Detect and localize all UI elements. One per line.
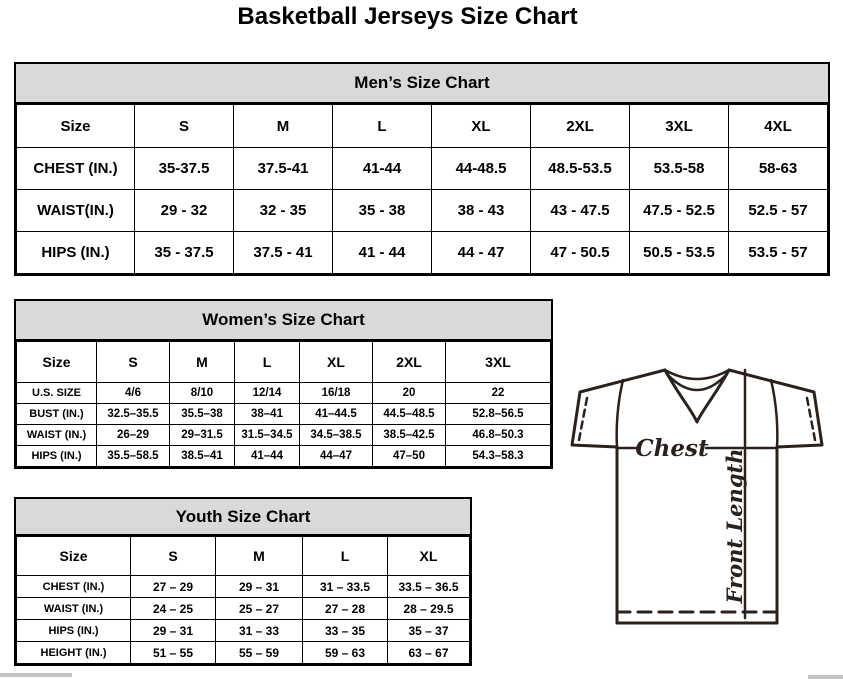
header-row: [17, 105, 828, 148]
size-value: 35 - 37.5: [135, 232, 234, 274]
size-value: 24 – 25: [131, 598, 216, 620]
mens-size-chart-title: Men’s Size Chart: [16, 64, 828, 104]
row-label: HIPS (IN.): [17, 620, 131, 642]
table-row: [17, 620, 470, 642]
size-value: 53.5-58: [630, 148, 729, 190]
column-header: M: [234, 105, 333, 148]
size-value: 27 – 28: [303, 598, 388, 620]
chest-label: Chest: [635, 435, 709, 462]
size-value: 52.5 - 57: [729, 190, 828, 232]
row-label: HIPS (IN.): [17, 232, 135, 274]
column-header: S: [135, 105, 234, 148]
size-value: 38.5–41: [170, 446, 235, 467]
mens-size-table: [16, 104, 828, 274]
column-header: Size: [17, 105, 135, 148]
header-row: [17, 537, 470, 576]
size-value: 48.5-53.5: [531, 148, 630, 190]
size-value: 16/18: [300, 383, 373, 404]
size-value: 37.5-41: [234, 148, 333, 190]
table-row: [17, 598, 470, 620]
row-label: HIPS (IN.): [17, 446, 97, 467]
size-value: 47 - 50.5: [531, 232, 630, 274]
column-header: 4XL: [729, 105, 828, 148]
column-header: XL: [300, 342, 373, 383]
size-value: 32.5–35.5: [97, 404, 170, 425]
header-row: [17, 342, 551, 383]
table-row: [17, 446, 551, 467]
size-value: 8/10: [170, 383, 235, 404]
column-header: L: [333, 105, 432, 148]
size-value: 35.5–38: [170, 404, 235, 425]
column-header: 2XL: [531, 105, 630, 148]
row-label: CHEST (IN.): [17, 148, 135, 190]
size-value: 29–31.5: [170, 425, 235, 446]
column-header: 2XL: [373, 342, 446, 383]
column-header: Size: [17, 537, 131, 576]
size-value: 41–44: [235, 446, 300, 467]
size-value: 35 - 38: [333, 190, 432, 232]
row-label: WAIST(IN.): [17, 190, 135, 232]
womens-size-chart: [14, 299, 553, 469]
table-row: [17, 425, 551, 446]
jersey-cuff-dashed-right: [807, 398, 815, 440]
size-value: 50.5 - 53.5: [630, 232, 729, 274]
table-row: [17, 642, 470, 664]
size-value: 55 – 59: [216, 642, 303, 664]
size-value: 28 – 29.5: [388, 598, 470, 620]
size-value: 34.5–38.5: [300, 425, 373, 446]
column-header: M: [216, 537, 303, 576]
size-value: 33 – 35: [303, 620, 388, 642]
size-value: 53.5 - 57: [729, 232, 828, 274]
size-value: 29 - 32: [135, 190, 234, 232]
table-row: [17, 148, 828, 190]
size-value: 35-37.5: [135, 148, 234, 190]
size-value: 32 - 35: [234, 190, 333, 232]
column-header: L: [303, 537, 388, 576]
youth-size-chart: [14, 497, 472, 666]
column-header: M: [170, 342, 235, 383]
size-value: 47.5 - 52.5: [630, 190, 729, 232]
table-row: [17, 576, 470, 598]
jersey-cuff-dashed-left: [579, 398, 587, 440]
size-value: 43 - 47.5: [531, 190, 630, 232]
size-value: 63 – 67: [388, 642, 470, 664]
table-row: [17, 383, 551, 404]
size-value: 54.3–58.3: [446, 446, 551, 467]
womens-size-table: [16, 341, 551, 467]
row-label: U.S. SIZE: [17, 383, 97, 404]
size-value: 31 – 33.5: [303, 576, 388, 598]
size-value: 38 - 43: [432, 190, 531, 232]
horizontal-scrollbar-right-piece[interactable]: [808, 675, 843, 679]
table-row: [17, 190, 828, 232]
size-value: 41-44: [333, 148, 432, 190]
size-value: 33.5 – 36.5: [388, 576, 470, 598]
womens-size-chart-title: Women’s Size Chart: [16, 301, 551, 341]
size-value: 25 – 27: [216, 598, 303, 620]
column-header: L: [235, 342, 300, 383]
youth-size-table: [16, 536, 470, 664]
size-value: 35.5–58.5: [97, 446, 170, 467]
size-value: 47–50: [373, 446, 446, 467]
size-value: 22: [446, 383, 551, 404]
jersey-collar-band1: [665, 370, 729, 379]
row-label: BUST (IN.): [17, 404, 97, 425]
size-value: 35 – 37: [388, 620, 470, 642]
column-header: XL: [388, 537, 470, 576]
size-value: 44 - 47: [432, 232, 531, 274]
size-value: 46.8–50.3: [446, 425, 551, 446]
table-row: [17, 232, 828, 274]
size-value: 38–41: [235, 404, 300, 425]
column-header: Size: [17, 342, 97, 383]
size-value: 26–29: [97, 425, 170, 446]
row-label: WAIST (IN.): [17, 598, 131, 620]
size-value: 44-48.5: [432, 148, 531, 190]
size-value: 37.5 - 41: [234, 232, 333, 274]
size-value: 20: [373, 383, 446, 404]
row-label: HEIGHT (IN.): [17, 642, 131, 664]
size-value: 29 – 31: [216, 576, 303, 598]
horizontal-scrollbar-thumb[interactable]: [0, 673, 72, 677]
mens-size-chart: [14, 62, 830, 276]
size-value: 41 - 44: [333, 232, 432, 274]
page-title: Basketball Jerseys Size Chart: [237, 3, 578, 30]
size-value: 44.5–48.5: [373, 404, 446, 425]
row-label: WAIST (IN.): [17, 425, 97, 446]
size-value: 27 – 29: [131, 576, 216, 598]
column-header: XL: [432, 105, 531, 148]
size-value: 4/6: [97, 383, 170, 404]
size-value: 12/14: [235, 383, 300, 404]
size-value: 29 – 31: [131, 620, 216, 642]
size-value: 59 – 63: [303, 642, 388, 664]
size-value: 31.5–34.5: [235, 425, 300, 446]
size-value: 38.5–42.5: [373, 425, 446, 446]
size-value: 51 – 55: [131, 642, 216, 664]
front-length-label: Front Length: [722, 448, 747, 604]
column-header: 3XL: [630, 105, 729, 148]
table-row: [17, 404, 551, 425]
size-value: 31 – 33: [216, 620, 303, 642]
size-value: 52.8–56.5: [446, 404, 551, 425]
column-header: S: [131, 537, 216, 576]
size-value: 44–47: [300, 446, 373, 467]
jersey-armhole-right: [771, 380, 777, 447]
size-value: 41–44.5: [300, 404, 373, 425]
column-header: S: [97, 342, 170, 383]
youth-size-chart-title: Youth Size Chart: [16, 499, 470, 536]
column-header: 3XL: [446, 342, 551, 383]
jersey-measurement-diagram: [560, 358, 843, 628]
size-value: 58-63: [729, 148, 828, 190]
row-label: CHEST (IN.): [17, 576, 131, 598]
jersey-armhole-left: [617, 380, 623, 447]
